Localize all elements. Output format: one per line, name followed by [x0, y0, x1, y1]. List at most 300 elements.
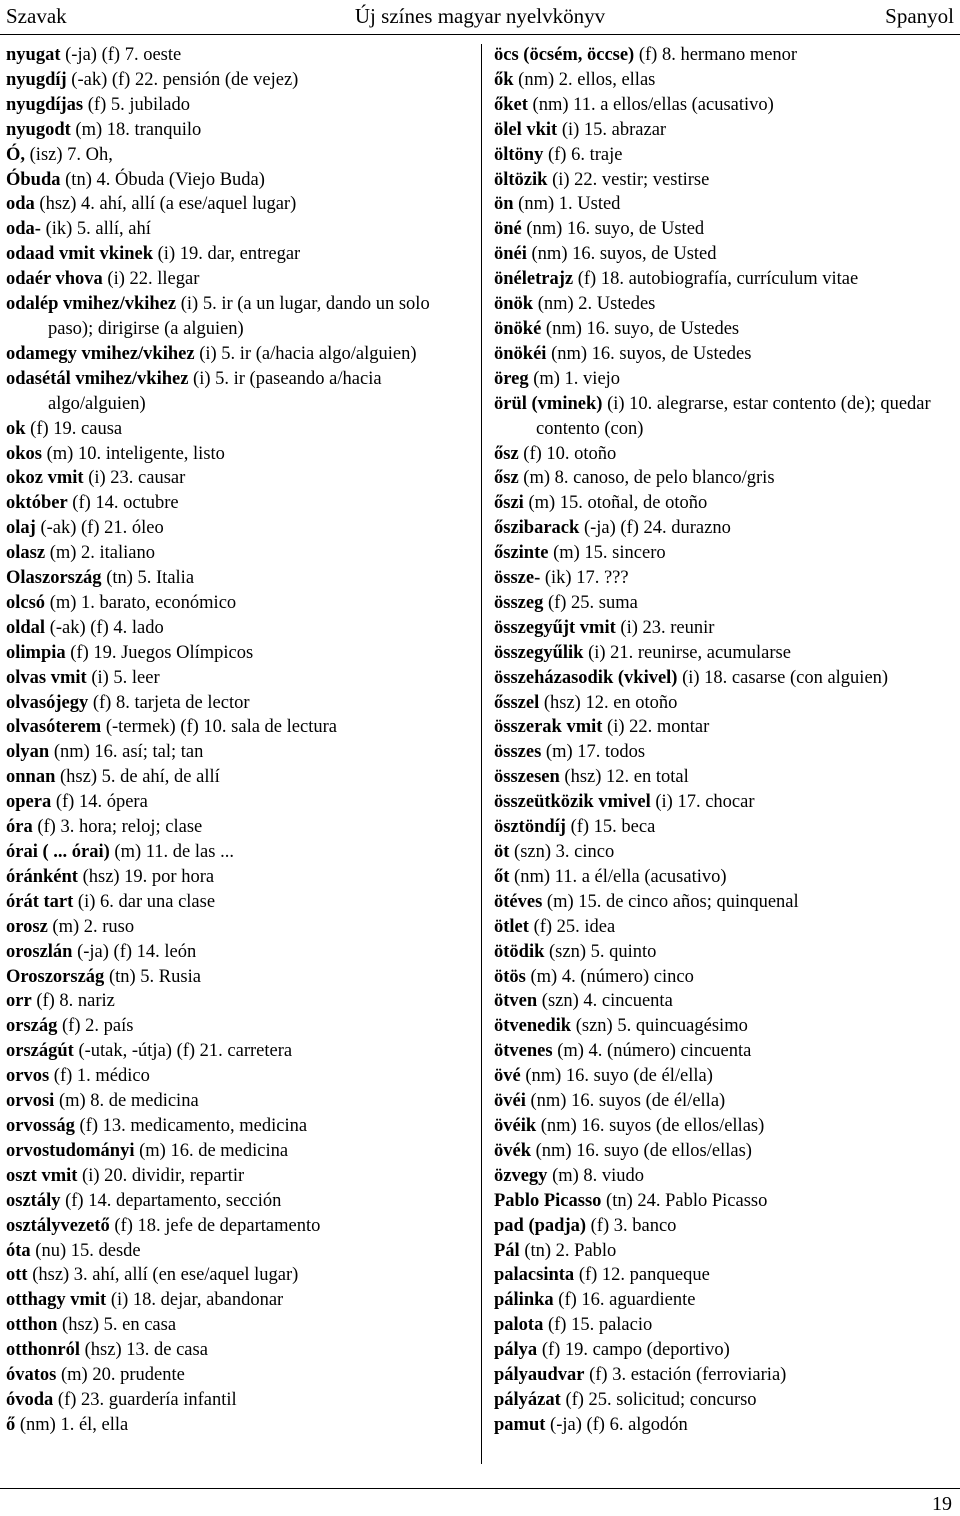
entry-definition: (ik) 5. allí, ahí: [40, 219, 151, 240]
glossary-entry: [6, 442, 474, 467]
entry-definition: (szn) 5. quincuagésimo: [571, 1016, 748, 1037]
entry-headword: otthagy vmit: [6, 1290, 107, 1311]
glossary-entry: [494, 890, 960, 915]
entry-headword: ötven: [494, 991, 538, 1012]
entry-definition: (szn) 3. cinco: [509, 842, 615, 862]
entry-definition: (f) 13. medicamento, medicina: [74, 1115, 308, 1136]
glossary-entry: [6, 591, 474, 616]
glossary-entry: [494, 915, 960, 940]
entry-headword: okos: [6, 443, 42, 464]
entry-definition: (f) 15. palacio: [543, 1315, 653, 1336]
glossary-entry: [494, 1214, 960, 1239]
entry-definition: (m) 4. (número) cinco: [525, 966, 694, 987]
glossary-entry: [6, 1239, 474, 1264]
glossary-entry: [494, 1413, 960, 1438]
glossary-entry: [494, 1288, 960, 1313]
glossary-entry: [6, 1214, 474, 1239]
entry-definition: (f) 15. beca: [565, 817, 656, 838]
glossary-entry: [494, 242, 960, 267]
entry-headword: orvosi: [6, 1091, 55, 1112]
entry-definition: (m) 11. de las ...: [109, 842, 234, 862]
entry-headword: oszt vmit: [6, 1165, 78, 1186]
entry-definition: (i) 18. casarse (con alguien): [677, 667, 889, 688]
entry-headword: övéik: [494, 1115, 537, 1136]
entry-definition: (i) 10. alegrarse, estar contento (de); quedar contento (con): [536, 393, 931, 439]
entry-headword: ősz: [494, 443, 519, 464]
entry-headword: október: [6, 493, 68, 514]
entry-headword: őszibarack: [494, 518, 580, 539]
entry-definition: (f) 6. traje: [543, 144, 623, 165]
entry-headword: olasz: [6, 543, 46, 564]
entry-headword: odalép vmihez/vkihez: [6, 294, 177, 315]
glossary-entry: [6, 417, 474, 442]
entry-definition: (nm) 16. suyos (de ellos/ellas): [536, 1115, 765, 1136]
entry-headword: olyan: [6, 742, 50, 763]
entry-definition: (nm) 1. él, ella: [15, 1414, 129, 1435]
entry-headword: onnan: [6, 767, 56, 788]
glossary-entry: [6, 217, 474, 242]
entry-headword: ötlet: [494, 916, 529, 937]
entry-headword: odasétál vmihez/vkihez: [6, 368, 189, 389]
entry-definition: (f) 19. causa: [25, 418, 123, 439]
entry-headword: órai ( ... órai): [6, 842, 110, 862]
entry-definition: (hsz) 5. en casa: [57, 1315, 177, 1336]
entry-headword: övék: [494, 1140, 531, 1161]
entry-headword: összesen: [494, 767, 560, 788]
entry-headword: olvasójegy: [6, 692, 89, 713]
entry-definition: (m) 1. viejo: [528, 368, 621, 389]
entry-headword: olcsó: [6, 592, 46, 613]
glossary-entry: [494, 940, 960, 965]
entry-definition: (f) 14. departamento, sección: [60, 1190, 282, 1211]
entry-headword: olimpia: [6, 642, 66, 663]
entry-headword: óra: [6, 817, 33, 838]
entry-headword: ötvenedik: [494, 1016, 572, 1037]
entry-headword: Olaszország: [6, 568, 102, 589]
glossary-entry: [6, 143, 474, 168]
entry-definition: (-ja) (f) 24. durazno: [579, 518, 731, 539]
entry-headword: önéi: [494, 244, 527, 265]
entry-definition: (nm) 16. suyos (de él/ella): [525, 1091, 726, 1112]
entry-headword: oroszlán: [6, 941, 73, 962]
glossary-entry: [494, 541, 960, 566]
glossary-entry: [494, 1388, 960, 1413]
entry-definition: (szn) 5. quinto: [544, 941, 657, 962]
glossary-entry: [494, 217, 960, 242]
entry-definition: (f) 5. jubilado: [83, 94, 190, 115]
glossary-entry: [494, 342, 960, 367]
glossary-entry: [6, 965, 474, 990]
glossary-entry: [6, 840, 474, 865]
column-divider: [481, 44, 482, 1464]
glossary-entry: [6, 1313, 474, 1338]
entry-definition: (f) 3. banco: [586, 1215, 677, 1236]
entry-headword: orvos: [6, 1066, 50, 1087]
entry-headword: összeházasodik (vkivel): [494, 667, 678, 688]
entry-headword: osztály: [6, 1190, 61, 1211]
entry-headword: őket: [494, 94, 528, 115]
glossary-entry: [494, 93, 960, 118]
entry-definition: (i) 5. ir (a un lugar, dando un solo paso); dirigirse (a alguien): [48, 294, 430, 339]
entry-headword: önéletrajz: [494, 269, 574, 290]
entry-headword: ötéves: [494, 891, 543, 912]
entry-definition: (f) 25. solicitud; concurso: [560, 1389, 757, 1410]
glossary-entry: [6, 715, 474, 740]
entry-headword: ötös: [494, 966, 526, 987]
entry-headword: olvasóterem: [6, 717, 102, 738]
entry-headword: önöké: [494, 318, 542, 339]
entry-headword: övé: [494, 1066, 521, 1087]
glossary-entry: [494, 815, 960, 840]
entry-headword: ösztöndíj: [494, 817, 566, 838]
entry-definition: (nm) 2. ellos, ellas: [513, 69, 656, 90]
entry-headword: oda: [6, 194, 35, 215]
entry-definition: (f) 25. idea: [528, 916, 616, 937]
glossary-entry: [494, 168, 960, 193]
glossary-entry: [494, 790, 960, 815]
entry-definition: (hsz) 13. de casa: [80, 1340, 208, 1361]
entry-definition: (m) 10. inteligente, listo: [42, 443, 225, 464]
glossary-entry: [494, 1064, 960, 1089]
entry-definition: (f) 16. aguardiente: [553, 1290, 696, 1311]
glossary-entry: [6, 1064, 474, 1089]
entry-definition: (szn) 4. cincuenta: [537, 991, 673, 1012]
glossary-entry: [494, 367, 960, 392]
entry-definition: (hsz) 4. ahí, allí (a ese/aquel lugar): [34, 194, 297, 215]
glossary-entry: [494, 317, 960, 342]
entry-definition: (f) 3. hora; reloj; clase: [32, 817, 203, 838]
entry-definition: (-termek) (f) 10. sala de lectura: [101, 717, 337, 738]
entry-definition: (-ja) (f) 6. algodón: [545, 1414, 688, 1435]
entry-definition: (m) 2. italiano: [45, 543, 156, 564]
entry-definition: (f) 8. nariz: [31, 991, 115, 1012]
entry-definition: (nm) 16. suyos, de Ustedes: [546, 343, 752, 364]
entry-definition: (m) 20. prudente: [56, 1365, 185, 1386]
glossary-entry: [6, 541, 474, 566]
glossary-entry: [494, 591, 960, 616]
glossary-entry: [6, 267, 474, 292]
entry-headword: öltöny: [494, 144, 544, 165]
entry-headword: őt: [494, 866, 510, 887]
entry-definition: (i) 18. dejar, abandonar: [106, 1290, 284, 1311]
page-header: [0, 0, 960, 35]
entry-definition: (-ak) (f) 21. óleo: [35, 518, 164, 539]
entry-definition: (tn) 2. Pablo: [519, 1240, 617, 1261]
glossary-entry: [494, 442, 960, 467]
glossary-entry: [494, 516, 960, 541]
glossary-entry: [6, 1263, 474, 1288]
entry-definition: (nm) 1. Usted: [513, 194, 621, 215]
entry-definition: (hsz) 19. por hora: [77, 866, 215, 887]
glossary-entry: [6, 1189, 474, 1214]
entry-definition: (i) 6. dar una clase: [73, 891, 216, 912]
glossary-entry: [494, 267, 960, 292]
entry-definition: (nm) 16. suyo, de Ustedes: [541, 318, 740, 339]
entry-headword: ősszel: [494, 692, 540, 713]
glossary-entry: [494, 865, 960, 890]
entry-headword: össze-: [494, 568, 541, 589]
entry-definition: (f) 19. Juegos Olímpicos: [65, 642, 254, 663]
glossary-entry: [6, 740, 474, 765]
entry-definition: (i) 22. llegar: [102, 269, 200, 290]
glossary-entry: [494, 715, 960, 740]
entry-headword: őszinte: [494, 543, 549, 564]
entry-headword: öcs (öcsém, öccse): [494, 45, 635, 65]
entry-headword: ők: [494, 69, 514, 90]
entry-headword: Oroszország: [6, 966, 105, 987]
glossary-entry: [494, 392, 960, 442]
glossary-entry: [6, 890, 474, 915]
entry-headword: ön: [494, 194, 514, 215]
glossary-entry: [494, 43, 960, 68]
entry-headword: otthon: [6, 1315, 58, 1336]
entry-definition: (hsz) 12. en otoño: [539, 692, 678, 713]
entry-definition: (m) 8. canoso, de pelo blanco/gris: [518, 468, 775, 489]
glossary-entry: [6, 1089, 474, 1114]
glossary-entry: [6, 616, 474, 641]
glossary-entry: [494, 691, 960, 716]
entry-definition: (m) 17. todos: [541, 742, 646, 763]
entry-definition: (m) 18. tranquilo: [70, 119, 202, 140]
entry-headword: órát tart: [6, 891, 74, 912]
entry-definition: (f) 8. hermano menor: [634, 45, 798, 65]
glossary-entry: [494, 1139, 960, 1164]
header-book-title: Új színes magyar nyelvkönyv: [354, 4, 606, 28]
entry-definition: (i) 23. reunir: [615, 617, 715, 638]
entry-headword: országút: [6, 1041, 74, 1062]
glossary-entry: [6, 367, 474, 417]
entry-headword: nyugat: [6, 45, 61, 65]
glossary-entry: [6, 516, 474, 541]
entry-definition: (nm) 16. suyo (de él/ella): [520, 1066, 713, 1087]
glossary-entry: [6, 989, 474, 1014]
entry-definition: (f) 25. suma: [543, 592, 638, 613]
entry-headword: óvatos: [6, 1365, 57, 1386]
entry-definition: (-ak) (f) 22. pensión (de vejez): [66, 69, 299, 90]
entry-headword: összeütközik vmivel: [494, 792, 651, 813]
entry-headword: opera: [6, 792, 52, 813]
glossary-entry: [6, 1139, 474, 1164]
entry-definition: (tn) 24. Pablo Picasso: [601, 1190, 768, 1211]
entry-headword: óta: [6, 1240, 31, 1261]
entry-definition: (f) 2. país: [57, 1016, 134, 1037]
glossary-entry: [494, 192, 960, 217]
entry-definition: (m) 4. (número) cincuenta: [552, 1041, 752, 1062]
glossary-entry: [6, 666, 474, 691]
glossary-entry: [494, 641, 960, 666]
glossary-entry: [494, 1089, 960, 1114]
entry-definition: (f) 14. octubre: [67, 493, 179, 514]
glossary-entry: [494, 143, 960, 168]
entry-headword: ő: [6, 1414, 16, 1435]
entry-definition: (m) 16. de medicina: [134, 1140, 289, 1161]
entry-headword: odaad vmit vkinek: [6, 244, 154, 265]
entry-definition: (nm) 16. suyos, de Usted: [526, 244, 717, 265]
entry-headword: orosz: [6, 916, 48, 937]
entry-definition: (isz) 7. Oh,: [25, 144, 113, 165]
entry-definition: (i) 20. dividir, repartir: [77, 1165, 245, 1186]
glossary-entry: [6, 342, 474, 367]
entry-headword: nyugodt: [6, 119, 71, 140]
entry-definition: (tn) 5. Italia: [101, 568, 195, 589]
entry-headword: orr: [6, 991, 32, 1012]
entry-headword: önökéi: [494, 343, 547, 364]
entry-headword: ötvenes: [494, 1041, 553, 1062]
glossary-entry: [494, 68, 960, 93]
entry-headword: okoz vmit: [6, 468, 84, 489]
entry-headword: Óbuda: [6, 169, 61, 190]
entry-headword: óvoda: [6, 1389, 54, 1410]
entry-definition: (i) 17. chocar: [650, 792, 755, 813]
glossary-entry: [6, 118, 474, 143]
entry-definition: (f) 1. médico: [49, 1066, 150, 1087]
glossary-entry: [494, 118, 960, 143]
entry-headword: otthonról: [6, 1340, 80, 1361]
glossary-entry: [6, 1338, 474, 1363]
entry-definition: (i) 5. ir (a/hacia algo/alguien): [194, 343, 417, 364]
entry-definition: (f) 3. estación (ferroviaria): [584, 1365, 787, 1386]
entry-definition: (hsz) 12. en total: [559, 767, 689, 788]
entry-definition: (nm) 11. a ellos/ellas (acusativo): [527, 94, 774, 115]
entry-headword: öt: [494, 842, 510, 862]
entry-headword: pamut: [494, 1414, 546, 1435]
glossary-entry: [6, 168, 474, 193]
entry-definition: (-ak) (f) 4. lado: [45, 617, 164, 638]
entry-definition: (-ja) (f) 14. león: [72, 941, 197, 962]
entry-headword: ok: [6, 418, 26, 439]
entry-definition: (hsz) 3. ahí, allí (en ese/aquel lugar): [27, 1265, 299, 1286]
glossary-entry: [494, 1239, 960, 1264]
entry-headword: összegyűjt vmit: [494, 617, 616, 638]
glossary-entry: [6, 93, 474, 118]
entry-headword: összeg: [494, 592, 544, 613]
entry-headword: palota: [494, 1315, 544, 1336]
glossary-entry: [494, 1164, 960, 1189]
entry-definition: (m) 2. ruso: [47, 916, 135, 937]
entry-definition: (f) 14. ópera: [51, 792, 148, 813]
glossary-entry: [6, 491, 474, 516]
glossary-entry: [494, 840, 960, 865]
entry-headword: óránként: [6, 866, 78, 887]
entry-definition: (m) 15. de cinco años; quinquenal: [542, 891, 799, 912]
entry-definition: (i) 5. ir (paseando a/hacia algo/alguien): [48, 368, 382, 414]
glossary-entry: [6, 691, 474, 716]
glossary-entry: [494, 1338, 960, 1363]
entry-headword: nyugdíj: [6, 69, 67, 90]
entry-definition: (m) 15. otoñal, de otoño: [523, 493, 708, 514]
entry-headword: olvas vmit: [6, 667, 87, 688]
page-number: 19: [932, 1493, 952, 1515]
entry-definition: (f) 12. panqueque: [574, 1265, 710, 1286]
entry-headword: öltözik: [494, 169, 548, 190]
glossary-entry: [6, 1039, 474, 1064]
glossary-entry: [6, 68, 474, 93]
glossary-entry: [6, 915, 474, 940]
glossary-entry: [6, 192, 474, 217]
glossary-entry: [6, 790, 474, 815]
entry-definition: (-utak, -útja) (f) 21. carretera: [73, 1041, 293, 1062]
entry-definition: (f) 19. campo (deportivo): [537, 1340, 730, 1361]
entry-headword: összegyűlik: [494, 642, 584, 663]
entry-headword: pályázat: [494, 1389, 561, 1410]
entry-headword: örül (vminek): [494, 393, 603, 414]
glossary-entry: [6, 940, 474, 965]
entry-headword: odamegy vmihez/vkihez: [6, 343, 195, 364]
entry-definition: (nm) 16. suyo (de ellos/ellas): [531, 1140, 752, 1161]
glossary-entry: [6, 292, 474, 342]
entry-definition: (f) 8. tarjeta de lector: [88, 692, 250, 713]
entry-definition: (hsz) 5. de ahí, de allí: [55, 767, 220, 788]
entry-headword: odaér vhova: [6, 269, 103, 290]
entry-definition: (f) 23. guardería infantil: [53, 1389, 237, 1410]
glossary-entry: [6, 865, 474, 890]
entry-definition: (nm) 16. así; tal; tan: [49, 742, 204, 763]
entry-definition: (nm) 16. suyo, de Usted: [521, 219, 705, 240]
entry-headword: őszi: [494, 493, 524, 514]
entry-definition: (-ja) (f) 7. oeste: [60, 45, 182, 65]
entry-definition: (i) 19. dar, entregar: [153, 244, 301, 265]
glossary-entry: [494, 740, 960, 765]
entry-definition: (f) 18. jefe de departamento: [109, 1215, 321, 1236]
entry-definition: (f) 10. otoño: [518, 443, 617, 464]
entry-definition: (m) 8. de medicina: [54, 1091, 199, 1112]
entry-headword: nyugdíjas: [6, 94, 84, 115]
entry-headword: Ó,: [6, 144, 26, 165]
entry-definition: (nu) 15. desde: [30, 1240, 141, 1261]
entry-definition: (i) 21. reunirse, acumularse: [583, 642, 791, 663]
glossary-entry: [6, 641, 474, 666]
glossary-entry: [494, 1039, 960, 1064]
glossary-entry: [6, 1388, 474, 1413]
glossary-entry: [494, 1313, 960, 1338]
glossary-entry: [6, 815, 474, 840]
glossary-entry: [6, 1363, 474, 1388]
glossary-entry: [6, 566, 474, 591]
glossary-entry: [494, 1014, 960, 1039]
entry-definition: (nm) 2. Ustedes: [533, 294, 656, 315]
glossary-entry: [6, 1014, 474, 1039]
entry-definition: (i) 23. causar: [83, 468, 186, 489]
glossary-entry: [494, 765, 960, 790]
entry-headword: összerak vmit: [494, 717, 603, 738]
glossary-entry: [6, 1413, 474, 1438]
entry-definition: (i) 15. abrazar: [557, 119, 667, 140]
entry-headword: orvostudományi: [6, 1140, 135, 1161]
entry-definition: (tn) 4. Óbuda (Viejo Buda): [60, 169, 265, 190]
entry-headword: oldal: [6, 617, 46, 638]
glossary-entry: [6, 1164, 474, 1189]
entry-headword: öreg: [494, 368, 529, 389]
entry-definition: (m) 1. barato, económico: [45, 592, 237, 613]
entry-headword: Pablo Picasso: [494, 1190, 602, 1211]
entry-definition: (i) 5. leer: [86, 667, 160, 688]
entry-headword: ősz: [494, 468, 519, 489]
entry-headword: összes: [494, 742, 542, 763]
entry-definition: (m) 15. sincero: [548, 543, 666, 564]
footer-rule: [0, 1488, 960, 1489]
entry-headword: övéi: [494, 1091, 526, 1112]
entry-definition: (f) 18. autobiografía, currículum vitae: [573, 269, 859, 290]
entry-headword: olaj: [6, 518, 36, 539]
glossary-column-left: [6, 43, 474, 1438]
entry-headword: palacsinta: [494, 1265, 575, 1286]
glossary-entry: [494, 566, 960, 591]
entry-definition: (m) 8. viudo: [547, 1165, 645, 1186]
entry-headword: önök: [494, 294, 534, 315]
entry-headword: ország: [6, 1016, 58, 1037]
entry-headword: pályaudvar: [494, 1365, 585, 1386]
entry-headword: ott: [6, 1265, 28, 1286]
